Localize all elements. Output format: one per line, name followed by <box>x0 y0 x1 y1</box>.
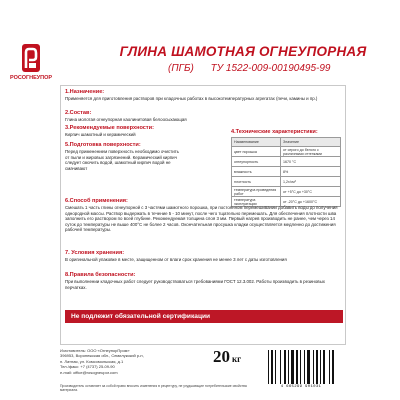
manufacturer-address-line1: 396953, Воронежская обл., Семилукский р-н, <box>60 353 144 359</box>
section-heading-surfaces: 3.Рекомендуемые поверхности: <box>65 125 154 131</box>
manufacturer-info <box>60 348 210 375</box>
product-title: ГЛИНА ШАМОТНАЯ ОГНЕУПОРНАЯ <box>119 44 367 59</box>
brand-logo <box>10 44 53 84</box>
table-cell: температура эксплуатации <box>232 197 281 207</box>
specs-table-header <box>232 138 341 147</box>
table-cell: огнеупорность <box>232 157 281 167</box>
table-cell: 1,2г/см³ <box>281 177 341 187</box>
section-heading-storage: 7. Условия хранения: <box>65 250 125 256</box>
specs-table <box>231 137 341 207</box>
table-cell: от +5°С до +30°С <box>281 187 341 197</box>
section-text-composition: Глина молотая огнеупорная каолинитовая белоосыхающая <box>65 117 187 122</box>
fire-brick-logo-icon <box>21 44 41 74</box>
table-cell: от -20°С до +1600°С <box>281 197 341 207</box>
certification-banner: Не подлежит обязательной сертификации <box>65 310 343 323</box>
section-heading-safety: 8.Правила безопасности: <box>65 272 136 278</box>
specs-col-name: Наименование <box>232 138 281 147</box>
net-weight-value: 20 <box>213 347 230 366</box>
section-text-preparation: Перед применением поверхность необходимо очистить от пыли и жировых загрязнений. Керамический кирпич следует смочить водой, шамотный кирпич водой не смачивают <box>65 149 179 171</box>
section-heading-purpose: 1.Назначение: <box>65 89 105 95</box>
barcode-number: 4 665299 901031 <box>280 385 322 389</box>
specs-col-value: Значение <box>281 138 341 147</box>
manufacturer-email: e-mail: office@rosogneupor.com <box>60 369 118 375</box>
product-code: (ПГБ) <box>168 63 194 74</box>
table-cell: цвет порошка <box>232 147 281 157</box>
info-panel <box>60 85 346 345</box>
section-heading-specs: 4.Технические характеристики: <box>231 129 318 135</box>
table-row <box>232 147 341 157</box>
section-heading-preparation: 5.Подготовка поверхности: <box>65 142 141 148</box>
manufacturer-note: Производитель оставляет за собой право вносить изменения в рецептуру, не ухудшающие потребительские свойства материала. <box>60 384 247 393</box>
table-cell: плотность <box>232 177 281 187</box>
product-tu: ТУ 1522-009-00190495-99 <box>210 63 331 74</box>
table-row <box>232 157 341 167</box>
table-cell: 1670 °С <box>281 157 341 167</box>
table-row <box>232 177 341 187</box>
brand-name: РОСОГНЕУПОР <box>10 75 53 81</box>
table-cell: температура проведения работ <box>232 187 281 197</box>
section-heading-composition: 2.Состав: <box>65 110 92 116</box>
barcode-icon <box>266 350 336 384</box>
table-cell: влажность <box>232 167 281 177</box>
net-weight-unit: кг <box>232 354 242 364</box>
table-row <box>232 187 341 197</box>
product-subtitle <box>168 63 348 74</box>
section-text-purpose: Применяется для приготовления растворов при кладочных работах в высокотемпературных агрегатах (печи, камины и пр.) <box>65 96 318 101</box>
header <box>0 0 400 88</box>
manufacturer-phone: Тел./факс: +7 (4737) 25-09-90 <box>60 364 115 370</box>
section-heading-application: 6.Способ применения: <box>65 198 128 204</box>
manufacturer-address-line2: п. Латная, ул. Комсомольская, д.1 <box>60 358 124 364</box>
section-text-surfaces: Кирпич шамотный и керамический <box>65 132 136 137</box>
table-cell: 8% <box>281 167 341 177</box>
section-text-application: Смешать 1 часть глины огнеупорной с 3 частями шамотного порошка, при постоянном перемешивании добавить воды до получения однородной массы. Раствор выдержать в течение 5 - 10 минут, после чего тщательно перемешать. Для обеспечения плотности шва заполнить его раствором по всей глубине. Рекомендуемая толщина слоя 3 мм. Первый нагрев производить не ранее, чем через 14 суток до температуры не выше 400°С не более 2 часов. Окончательная просушка кладки осуществляется медленно до достижения рабочей температуры. <box>65 205 338 233</box>
section-text-safety: При выполнении кладочных работ следует руководствоваться требованиями ГОСТ 12.3.002. Работы производить в резиновых перчатках. <box>65 279 325 290</box>
table-cell: от серого до белого с различными оттенками <box>281 147 341 157</box>
table-row <box>232 167 341 177</box>
section-text-storage: В оригинальной упаковке в месте, защищенном от влаги срок хранения не менее 3 лет с даты изготовления <box>65 257 287 262</box>
manufacturer-name: Изготовитель: ООО «ОгнеупорПром» <box>60 348 130 353</box>
net-weight <box>213 347 241 367</box>
